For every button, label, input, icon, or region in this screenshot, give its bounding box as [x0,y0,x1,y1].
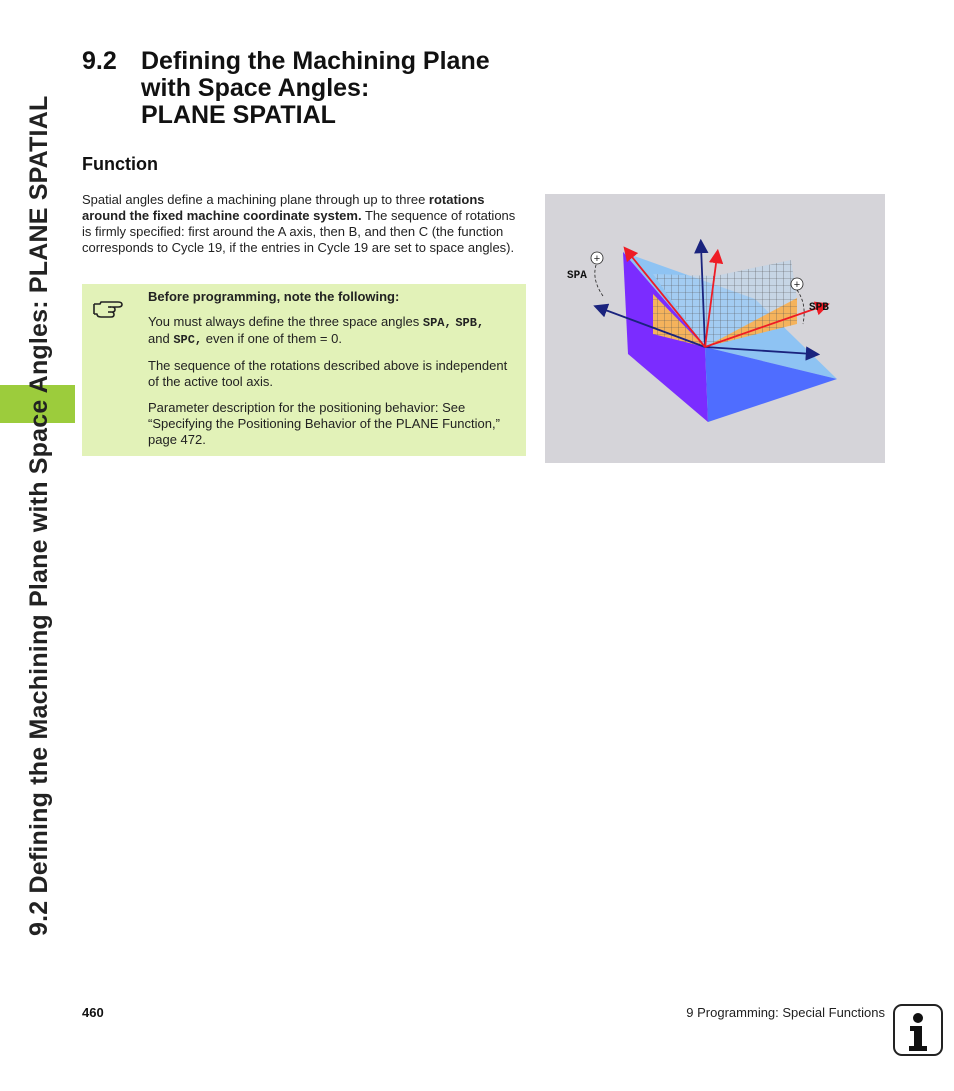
plus-sign-spb: + [793,279,801,291]
intro-text-2: The sequence of rotations is firmly specified: first around the A axis, then B, and then C (the function corresponds to Cycle 19, if the entries in Cycle 19 are set to space angles). [82,208,516,255]
footer-chapter-title: 9 Programming: Special Functions [686,1005,885,1020]
plus-sign-spa: + [593,253,601,265]
info-icon [893,1004,943,1056]
section-heading-function: Function [82,154,158,174]
note-title: Before programming, note the following: [148,289,400,304]
code-spb: SPB, [455,316,485,330]
label-spa: SPA [567,270,587,282]
intro-paragraph [82,192,526,256]
label-spb: SPB [809,302,829,314]
heading-line-3: PLANE SPATIAL [141,101,336,129]
heading-line-2: with Space Angles: [141,74,370,102]
intro-text-1: Spatial angles define a machining plane through up to three [82,192,429,207]
pointing-hand-icon [92,294,130,320]
heading-line-1: Defining the Machining Plane [141,47,490,75]
note-content [148,289,514,458]
note-p1-and: and [148,331,174,346]
spb-rotation-arc [797,290,804,324]
intro-bold-text: rotations around the fixed machine coordinate system. [82,192,485,223]
note-box [82,284,526,456]
note-paragraph-1 [148,314,514,348]
note-paragraph-3: Parameter description for the positioning behavior: See “Specifying the Positioning Behavior of the PLANE Function,” page 472. [148,400,500,447]
heading-number: 9.2 [82,47,117,75]
side-chapter-title: 9.2 Defining the Machining Plane with Space Angles: PLANE SPATIAL [24,95,53,936]
page-number: 460 [82,1005,104,1020]
note-p1-text: You must always define the three space angles [148,314,423,329]
note-paragraph-2: The sequence of the rotations described above is independent of the active tool axis. [148,358,508,389]
code-spc: SPC, [173,333,203,347]
plane-spatial-figure [545,194,885,463]
code-spa: SPA, [422,316,452,330]
note-p1-end: even if one of them = 0. [202,331,342,346]
plane-spatial-diagram [545,194,885,463]
info-glyph [895,1006,941,1054]
